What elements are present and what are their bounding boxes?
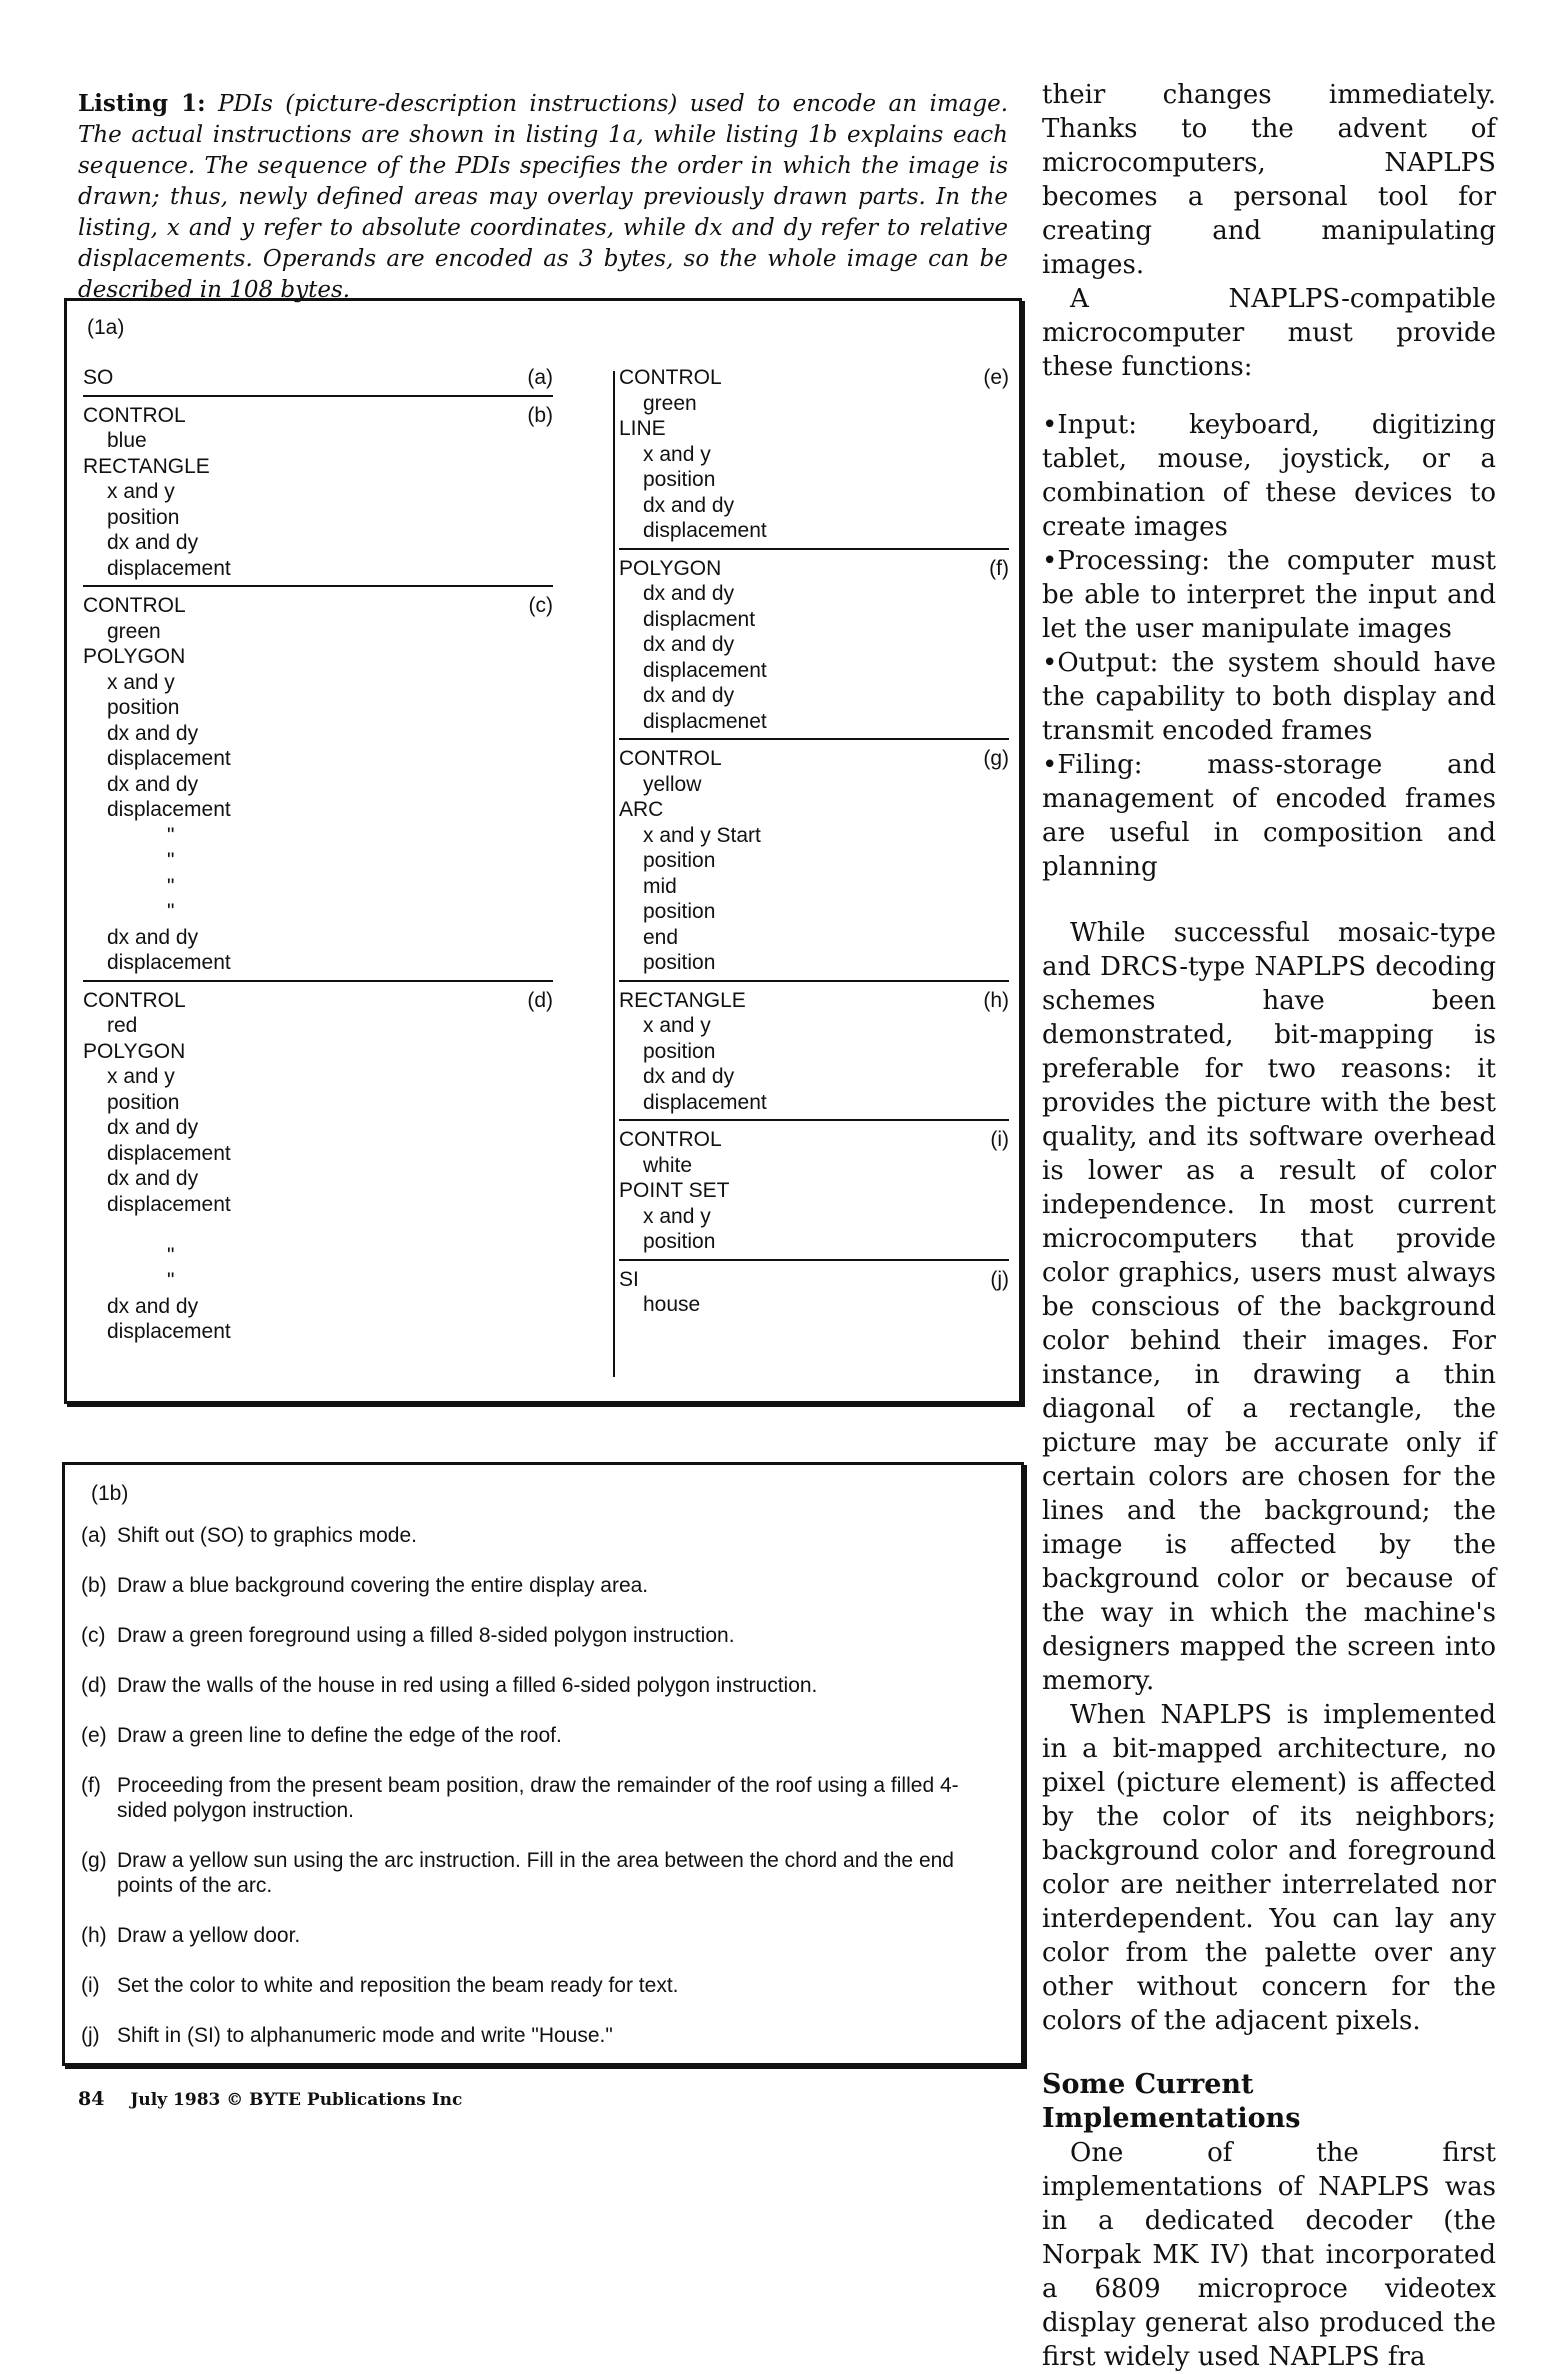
function-list [1042,408,1496,884]
group-tag: (h) [983,988,1009,1012]
item-label: (i) [81,1974,100,1997]
listing-line: POLYGON [83,645,186,668]
listing-line: position [107,505,180,529]
listing-1b-items [81,1523,1077,2073]
listing-line: displacement [107,951,231,974]
listing-group [619,556,1009,741]
listing-line: RECTANGLE [83,454,210,478]
listing-group [619,988,1009,1122]
listing-1a-box [64,298,1022,1404]
page-footer [78,2088,462,2110]
listing-line: dx and dy [107,1116,199,1139]
item-text: Draw the walls of the house in red using a filled 6-sided polygon instruction. [117,1674,818,1697]
item-label: (f) [81,1774,101,1797]
listing-line: position [643,1230,716,1253]
listing-line: CONTROL [619,366,722,389]
listing-line: dx and dy [643,633,735,656]
listing-line: x and y [643,1014,711,1037]
listing-line: position [643,951,716,974]
list-item [81,1923,1077,1948]
list-item [81,1523,1077,1548]
list-item [81,1973,1077,1998]
listing-line: POINT SET [619,1179,730,1202]
listing-line [83,1217,553,1243]
list-item [81,1623,1077,1648]
listing-line: dx and dy [107,1167,199,1190]
listing-line: " [167,1243,177,1267]
caption-text: PDIs (picture-description instructions) used to encode an image. The actual instructions are shown in listing 1a, while listing 1b explains each sequence. The sequence of the PDIs specifies the order in which the image is drawn; thus, newly defined areas may overlay previously drawn parts. In the listing, x and y refer to absolute coordinates, while dx and dy refer to relative displacements. Operands are encoded as 3 bytes, so the whole image can be described in 108 bytes. [78,91,1009,303]
listing-group [83,403,553,588]
listing-line: position [107,1090,180,1114]
listing-line: x and y Start [643,823,761,847]
list-item: •Filing: mass-storage and management of encoded frames are useful in composition and planning [1042,750,1496,882]
paragraph-4: When NAPLPS is implemented in a bit-mapped architecture, no pixel (picture element) is affected by the color of its neighbors; background color and foreground color are neither interrelated nor interdependent. You can lay any color from the palette over any other without concern for the colors of the adjacent pixels. [1042,1700,1496,2036]
listing-line: x and y [643,1204,711,1228]
listing-line: position [107,696,180,719]
listing-line: green [107,619,161,643]
paragraph-3: While successful mosaic-type and DRCS-type NAPLPS decoding schemes have been demonstrated, bit-mapping is preferable for two reasons: it provides the picture with the best quality, and its software overhead is lower as a result of color independence. In most current microcomputers that provide color graphics, users must always be conscious of the background color behind their images. For instance, in drawing a thin diagonal of a rectangle, the picture may be accurate only if certain colors are chosen for the lines and the background; the image is affected by the background color or because of the way in which the machine's designers mapped the screen into memory. [1042,918,1496,1696]
paragraph-2: A NAPLPS-compatible microcomputer must provide these functions: [1042,284,1496,382]
listing-line: CONTROL [83,594,186,617]
listing-line: displacement [107,1192,231,1216]
listing-line: displacmenet [643,709,767,733]
listing-line: displacement [107,1320,231,1343]
listing-line: displacement [107,747,231,770]
listing-line: SO [83,366,114,389]
listing-line: position [643,900,716,923]
item-text: Shift out (SO) to graphics mode. [117,1524,417,1547]
listing-line: RECTANGLE [619,988,746,1012]
list-item: •Input: keyboard, digitizing tablet, mouse, joystick, or a combination of these devices to create images [1042,410,1496,542]
column-divider [613,371,615,1377]
item-text: Draw a green foreground using a filled 8-sided polygon instruction. [117,1624,735,1647]
item-label: (j) [81,2024,100,2047]
listing-line: dx and dy [107,925,199,949]
listing-line: displacement [643,658,767,682]
listing-line: " [167,1269,177,1292]
listing-line: ARC [619,798,664,821]
listing-line: POLYGON [83,1039,186,1063]
list-item [81,1773,1077,1823]
listing-1b-title: (1b) [91,1482,129,1505]
footer-credit: July 1983 © BYTE Publications Inc [130,2090,463,2110]
listing-line: displacment [643,607,756,631]
listing-line: dx and dy [107,721,199,745]
listing-line: displacement [643,1090,767,1114]
group-tag: (c) [528,594,553,617]
item-text: Proceeding from the present beam position, draw the remainder of the roof using a filled 4-sided polygon instruction. [117,1774,959,1822]
group-tag: (b) [527,403,553,427]
page-number: 84 [78,2088,105,2110]
list-item: •Processing: the computer must be able to interpret the input and let the user manipulate images [1042,546,1496,644]
listing-line: SI [619,1267,639,1291]
figure-caption [78,88,1008,306]
listing-line: mid [643,874,677,898]
listing-group [619,1267,1009,1322]
listing-line: x and y [643,442,711,466]
listing-line: displacement [107,1141,231,1165]
listing-line: LINE [619,417,666,440]
listing-line: " [167,874,177,898]
item-label: (c) [81,1624,106,1647]
item-label: (d) [81,1674,107,1697]
listing-line: position [643,1039,716,1063]
listing-line: house [643,1293,701,1316]
group-tag: (d) [527,988,553,1012]
listing-line: " [167,900,177,923]
group-tag: (i) [990,1128,1009,1151]
listing-line: position [643,849,716,872]
listing-line: CONTROL [619,1128,722,1151]
item-label: (e) [81,1724,107,1747]
listing-line: dx and dy [643,684,735,707]
item-text: Draw a green line to define the edge of the roof. [117,1724,562,1747]
item-text: Shift in (SI) to alphanumeric mode and write "House." [117,2024,613,2047]
listing-line: displacement [107,798,231,821]
article-body [1042,78,1496,2374]
paragraph-5: One of the first implementations of NAPLPS was in a dedicated decoder (the Norpak MK IV) that incorporated a 6809 microproce videotex display generat also produced the first widely used NAPLPS fra [1042,2138,1496,2372]
listing-group [83,988,553,1349]
listing-line: position [643,468,716,491]
listing-line: " [167,849,177,872]
listing-group [619,1127,1009,1261]
item-text: Draw a blue background covering the entire display area. [117,1574,649,1597]
item-label: (h) [81,1924,107,1947]
listing-line: red [107,1014,138,1037]
group-tag: (g) [983,747,1009,770]
item-label: (b) [81,1574,107,1597]
section-heading: Some Current Implementations [1042,2069,1301,2134]
listing-line: dx and dy [107,772,199,796]
listing-line: displacement [643,519,767,542]
caption-label: Listing 1: [78,90,206,117]
listing-group [83,593,553,982]
listing-line: x and y [107,480,175,503]
item-label: (g) [81,1849,107,1872]
group-tag: (f) [989,556,1009,580]
listing-line: x and y [107,1065,175,1088]
listing-1a-title: (1a) [87,316,125,339]
listing-line: " [167,823,177,847]
listing-line: POLYGON [619,556,722,580]
group-tag: (j) [990,1267,1009,1291]
listing-1b-box [62,1462,1024,2066]
item-text: Draw a yellow sun using the arc instruction. Fill in the area between the chord and the end points of the arc. [117,1849,954,1897]
listing-line: end [643,925,679,949]
list-item: •Output: the system should have the capability to both display and transmit encoded frames [1042,648,1496,746]
listing-line: displacement [107,556,231,580]
listing-line: dx and dy [643,493,735,517]
listing-line: yellow [643,772,702,796]
listing-1a-right-column [619,365,1009,1328]
item-text: Draw a yellow door. [117,1924,301,1947]
item-label: (a) [81,1524,107,1547]
listing-line: CONTROL [83,988,186,1012]
listing-group [83,365,553,397]
listing-group [619,746,1009,982]
list-item [81,1848,1077,1898]
group-tag: (e) [983,366,1009,389]
listing-line: blue [107,429,147,452]
listing-line: CONTROL [619,747,722,770]
item-text: Set the color to white and reposition the beam ready for text. [117,1974,679,1997]
listing-line: green [643,391,697,415]
listing-line: dx and dy [643,1065,735,1088]
listing-line: white [643,1153,693,1177]
listing-group [619,365,1009,550]
list-item [81,1723,1077,1748]
list-item [81,2023,1077,2048]
listing-line: x and y [107,670,175,694]
group-tag: (a) [527,366,553,389]
listing-1a-left-column [83,365,553,1355]
listing-line: dx and dy [107,1294,199,1318]
paragraph-1: their changes immediately. Thanks to the advent of microcomputers, NAPLPS becomes a personal tool for creating and manipulating images. [1042,80,1496,280]
list-item [81,1673,1077,1698]
listing-line: CONTROL [83,403,186,427]
listing-line: dx and dy [107,531,199,554]
listing-line: dx and dy [643,582,735,605]
list-item [81,1573,1077,1598]
